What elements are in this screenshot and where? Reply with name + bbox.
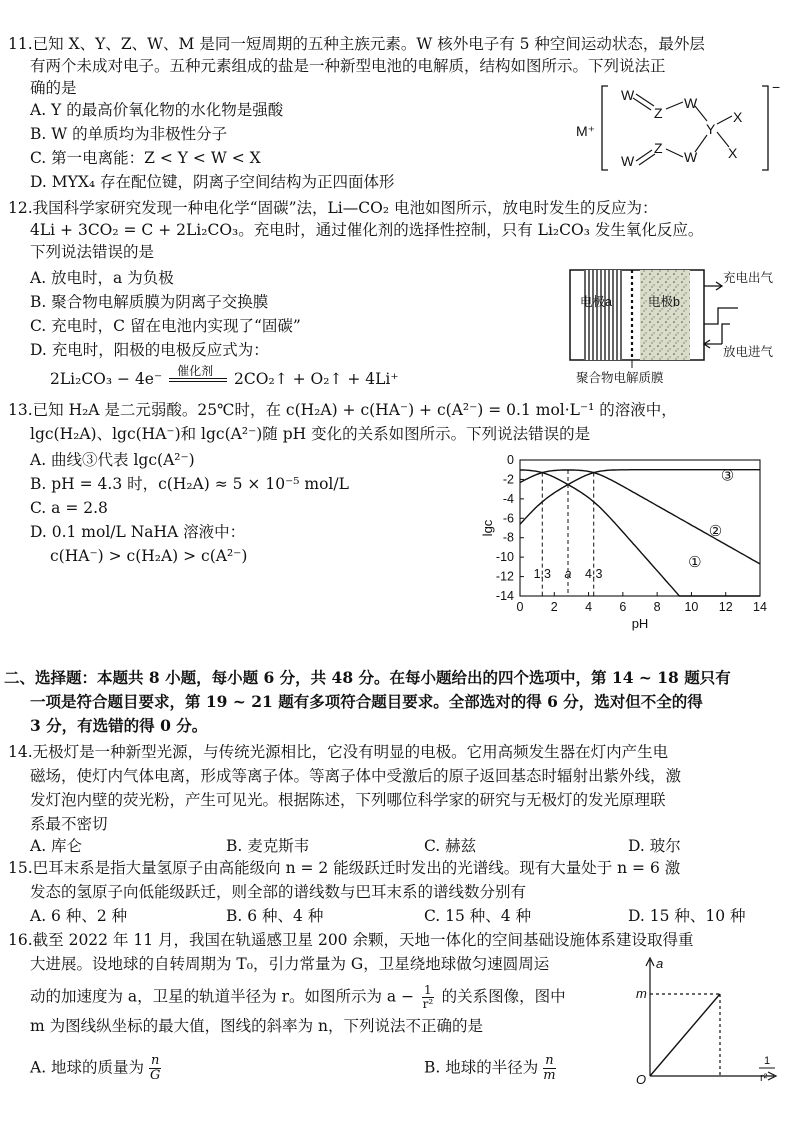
q13-series-label-1: ① xyxy=(688,553,702,571)
q12-charge-gas-label: 充电出气 xyxy=(723,271,774,285)
y-tick-label: -8 xyxy=(502,530,514,545)
q15-option-b[interactable]: B. 6 种、4 种 xyxy=(226,907,324,925)
q12-battery-diagram xyxy=(560,264,792,388)
x-tick-label: 0 xyxy=(516,600,524,614)
q11-cation: M⁺ xyxy=(576,123,596,139)
q11-option-a[interactable]: A. Y 的最高价氧化物的水化物是强酸 xyxy=(30,101,284,119)
q16-option-b-num: n xyxy=(545,1053,554,1068)
y-tick-label: -6 xyxy=(502,511,514,526)
y-tick-label: -12 xyxy=(495,569,514,584)
x-axis-label: pH xyxy=(631,616,649,631)
q11-atom-w3: W xyxy=(684,149,698,165)
q13-guide-label: a xyxy=(564,567,572,581)
q16-frac-r-den: r² xyxy=(422,997,434,1011)
q14-option-d[interactable]: D. 玻尔 xyxy=(628,837,681,855)
q11-anion-charge: − xyxy=(772,79,781,95)
q14-option-a[interactable]: A. 库仑 xyxy=(30,837,83,855)
x-tick-label: 10 xyxy=(684,600,699,614)
q14-line-2: 磁场，使灯内气体电离，形成等离子体。等离子体中受激后的原子返回基态时辐射出紫外线，激 xyxy=(30,767,682,785)
q11-atom-w1: W xyxy=(621,87,635,103)
q12-electrode-a-label: 电极a xyxy=(580,295,612,309)
q13-series-label-3: ③ xyxy=(720,467,735,485)
q13-option-d[interactable]: D. 0.1 mol/L NaHA 溶液中： xyxy=(30,523,246,541)
q12-option-d[interactable]: D. 充电时，阳极的电极反应式为： xyxy=(30,341,269,359)
q14-line-1: 14.无极灯是一种新型光源，与传统光源相比，它没有明显的电极。它用高频发生器在灯内产生电 xyxy=(8,743,669,761)
q11-atom-z2: Z xyxy=(654,140,663,156)
y-tick-label: -14 xyxy=(495,589,514,603)
x-tick-label: 14 xyxy=(753,600,767,614)
q12-membrane-label: 聚合物电解质膜 xyxy=(576,371,664,385)
q14-line-4: 系最不密切 xyxy=(30,815,108,833)
q16-frac-r xyxy=(422,984,434,1011)
q11-option-d[interactable]: D. MYX₄ 存在配位键，阴离子空间结构为正四面体形 xyxy=(30,173,395,191)
q14-option-c[interactable]: C. 赫兹 xyxy=(424,837,477,855)
x-tick-label: 12 xyxy=(718,600,733,614)
q11-line-3: 确的是 xyxy=(30,79,77,97)
q13-option-b[interactable]: B. pH = 4.3 时，c(H₂A) ≈ 5 × 10⁻⁵ mol/L xyxy=(30,475,349,493)
q16-graph-origin: O xyxy=(636,1072,647,1087)
q16-graph-x-den: r² xyxy=(760,1072,768,1084)
q11-line-2: 有两个未成对电子。五种元素组成的盐是一种新型电池的电解质，结构如图所示。下列说法正 xyxy=(30,57,666,75)
q16-line-1: 16.截至 2022 年 11 月，我国在轨遥感卫星 200 余颗，天地一体化的空间基础设施体系建设取得重 xyxy=(8,931,694,949)
q12-catalyst-label: 催化剂 xyxy=(177,364,214,378)
y-tick-label: -4 xyxy=(502,491,514,506)
x-tick-label: 4 xyxy=(585,600,593,614)
q16-graph-y-label: a xyxy=(656,956,664,971)
q13-line-1: 13.已知 H₂A 是二元弱酸。25℃时，在 c(H₂A) + c(HA⁻) + c(A²⁻) = 0.1 mol·L⁻¹ 的溶液中， xyxy=(8,401,677,419)
y-tick-label: -2 xyxy=(502,472,514,487)
y-axis-label: lgc xyxy=(480,519,495,537)
q13-guide-label: 4.3 xyxy=(585,567,603,581)
q12-equation xyxy=(50,364,399,390)
q12-line-1: 12.我国科学家研究发现一种电化学“固碳”法，Li—CO₂ 电池如图所示，放电时发生的反应为： xyxy=(8,199,658,217)
q16-option-a-den: G xyxy=(149,1068,161,1083)
q12-line-3: 下列说法错误的是 xyxy=(30,243,155,261)
q13-option-c[interactable]: C. a = 2.8 xyxy=(30,499,108,517)
y-tick-label: 0 xyxy=(507,453,514,467)
q12-equation-right: 2CO₂↑ + O₂↑ + 4Li⁺ xyxy=(234,370,399,388)
q16-line-4: m 为图线纵坐标的最大值，图线的斜率为 n，下列说法不正确的是 xyxy=(30,1017,484,1035)
q16-graph-x-num: 1 xyxy=(764,1055,771,1067)
q11-atom-w2: W xyxy=(684,95,698,111)
x-tick-label: 2 xyxy=(550,600,558,614)
q13-option-a[interactable]: A. 曲线③代表 lgc(A²⁻) xyxy=(30,451,195,469)
q13-option-d-cont: c(HA⁻) > c(H₂A) > c(A²⁻) xyxy=(50,547,248,565)
q11-anion-structure xyxy=(572,78,787,178)
q16-line-3 xyxy=(30,984,566,1011)
q13-line-2: lgc(H₂A)、lgc(HA⁻)和 lgc(A²⁻)随 pH 变化的关系如图所示。下列说法错误的是 xyxy=(30,425,591,443)
section2-line-3: 3 分，有选错的得 0 分。 xyxy=(30,716,208,735)
q13-lgc-ph-chart xyxy=(480,446,780,646)
q15-option-a[interactable]: A. 6 种、2 种 xyxy=(30,907,128,925)
q16-graph-m-label: m xyxy=(636,986,647,1001)
q16-line-2: 大进展。设地球的自转周期为 T₀，引力常量为 G，卫星绕地球做匀速圆周运 xyxy=(30,955,550,973)
x-tick-label: 6 xyxy=(619,600,627,614)
q16-option-a-frac xyxy=(149,1054,161,1083)
q16-line-3-a: 动的加速度为 a，卫星的轨道半径为 r。如图所示为 a − xyxy=(30,987,415,1006)
q11-atom-z1: Z xyxy=(654,105,663,121)
q16-option-b-frac xyxy=(543,1054,555,1083)
q12-discharge-gas-label: 放电进气 xyxy=(723,345,774,359)
q12-option-c[interactable]: C. 充电时，C 留在电池内实现了“固碳” xyxy=(30,317,301,335)
q16-option-b-den: m xyxy=(543,1068,556,1083)
q12-option-a[interactable]: A. 放电时，a 为负极 xyxy=(30,269,174,287)
q14-line-3: 发灯泡内壁的荧光粉，产生可见光。根据陈述，下列哪位科学家的研究与无极灯的发光原理联 xyxy=(30,791,666,809)
q11-option-c[interactable]: C. 第一电离能：Z < Y < W < X xyxy=(30,149,261,167)
q16-option-b[interactable] xyxy=(424,1054,556,1083)
q12-electrode-b-label: 电极b xyxy=(648,295,680,309)
q16-line-3-b: 的关系图像，图中 xyxy=(441,987,566,1006)
q11-atom-x2: X xyxy=(728,145,738,161)
q13-guide-label: 1.3 xyxy=(533,567,551,581)
q11-atom-x1: X xyxy=(733,109,743,125)
q15-option-c[interactable]: C. 15 种、4 种 xyxy=(424,907,532,925)
q13-curve-1 xyxy=(520,470,760,596)
x-tick-label: 8 xyxy=(653,600,661,614)
q12-equation-arrow xyxy=(167,364,229,390)
q11-atom-w4: W xyxy=(621,153,635,169)
q16-option-a-num: n xyxy=(151,1053,160,1068)
section2-line-2: 一项是符合题目要求，第 19 ~ 21 题有多项符合题目要求。全部选对的得 6 分，选对但不全的得 xyxy=(30,692,703,711)
q16-frac-r-num: 1 xyxy=(424,983,432,997)
q15-option-d[interactable]: D. 15 种、10 种 xyxy=(628,907,746,925)
q16-a-vs-inverse-r2-graph xyxy=(628,950,788,1090)
q12-equation-left: 2Li₂CO₃ − 4e⁻ xyxy=(50,370,163,388)
q13-series-label-2: ② xyxy=(708,522,723,540)
section2-line-1: 二、选择题：本题共 8 小题，每小题 6 分，共 48 分。在每小题给出的四个选项中，第 14 ~ 18 题只有 xyxy=(4,668,731,687)
q16-option-b-text: B. 地球的半径为 xyxy=(424,1058,539,1077)
y-tick-label: -10 xyxy=(495,550,514,565)
q16-option-a[interactable] xyxy=(30,1054,161,1083)
q15-line-2: 发态的氢原子向低能级跃迁，则全部的谱线数与巴耳末系的谱线数分别有 xyxy=(30,883,527,901)
q15-line-1: 15.巴耳末系是指大量氢原子由高能级向 n = 2 能级跃迁时发出的光谱线。现有大量处于 n = 6 激 xyxy=(8,859,681,877)
q11-option-b[interactable]: B. W 的单质均为非极性分子 xyxy=(30,125,228,143)
q11-atom-y: Y xyxy=(706,121,716,137)
q16-option-a-text: A. 地球的质量为 xyxy=(30,1058,145,1077)
q12-line-2: 4Li + 3CO₂ = C + 2Li₂CO₃。充电时，通过催化剂的选择性控制，只有 Li₂CO₃ 发生氧化反应。 xyxy=(30,221,704,239)
q14-option-b[interactable]: B. 麦克斯韦 xyxy=(226,837,310,855)
q12-option-b[interactable]: B. 聚合物电解质膜为阴离子交换膜 xyxy=(30,293,269,311)
q11-line-1: 11.已知 X、Y、Z、W、M 是同一短周期的五种主族元素。W 核外电子有 5 种空间运动状态，最外层 xyxy=(8,35,705,53)
